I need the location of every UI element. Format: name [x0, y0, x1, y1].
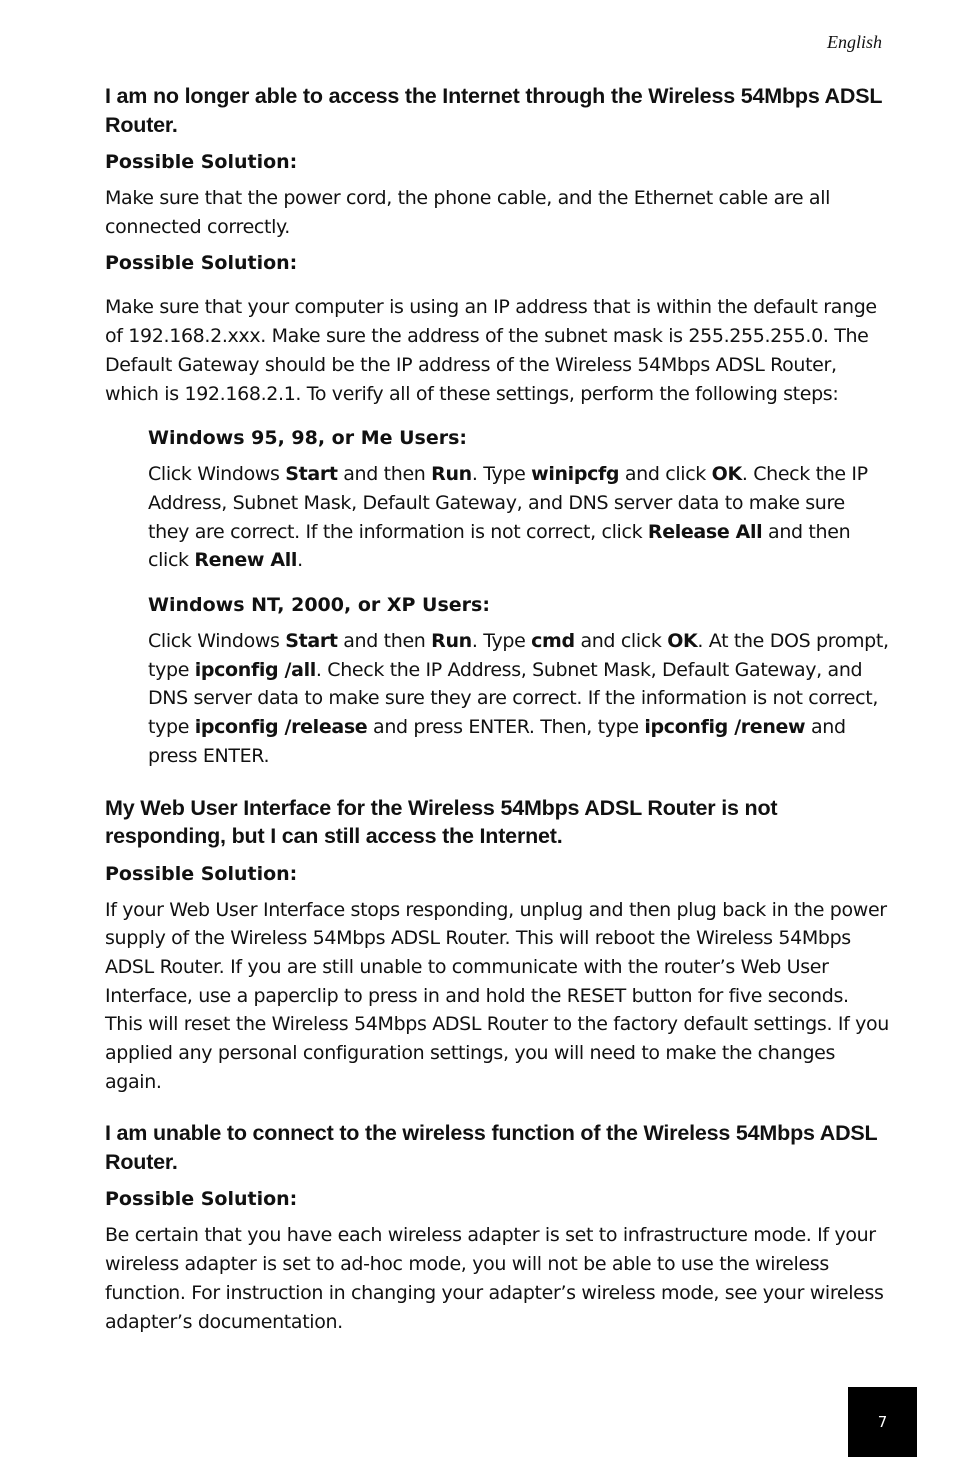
instructions-windows-9x: Click Windows Start and then Run. Type winipcfg and click OK. Check the IP Address, Subnet Mask, Default Gateway, and DNS server data to make sure they are correct. If the information is not correct, click Release All and then click Renew All.: [148, 463, 868, 572]
solution-label: Possible Solution:: [105, 252, 298, 275]
page-number-badge: 7: [848, 1387, 917, 1457]
page-header-language: English: [826, 32, 882, 52]
solution-label: Possible Solution:: [105, 151, 298, 173]
subheading-windows-nt: Windows NT, 2000, or XP Users:: [148, 594, 490, 617]
solution-text-reset: If your Web User Interface stops responding, unplug and then plug back in the power supply of the Wireless 54Mbps ADSL Router. This will reboot the Wireless 54Mbps ADSL Router. If you are still unable to communicate with the router’s Web User Interface, use a paperclip to press in and hold the RESET button for five seconds. This will reset the Wireless 54Mbps ADSL Router to the factory default settings. If you applied any personal configuration settings, you will need to make the changes again.: [105, 898, 889, 1093]
solution-text-wireless-mode: Be certain that you have each wireless adapter is set to infrastructure mode. If your wireless adapter is set to ad-hoc mode, you will not be able to use the wireless function. For instruction in changing your adapter’s wireless mode, see your wireless adapter’s documentation.: [105, 1224, 884, 1333]
solution-text-ip-address: Make sure that your computer is using an IP address that is within the default range of 192.168.2.xxx. Make sure the address of the subnet mask is 255.255.255.0. The Default Gateway should be the IP address of the Wireless 54Mbps ADSL Router, which is 192.168.2.1. To verify all of these settings, perform the following steps:: [105, 296, 877, 405]
instructions-windows-nt: Click Windows Start and then Run. Type cmd and click OK. At the DOS prompt, type ipconfig /all. Check the IP Address, Subnet Mask, Default Gateway, and DNS server data to make sure they are correct. If the information is not correct, type ipconfig /release and press ENTER. Then, type ipconfig /renew and press ENTER.: [148, 630, 889, 767]
solution-text-cables: Make sure that the power cord, the phone cable, and the Ethernet cable are all connected correctly.: [105, 187, 831, 238]
issue-heading-no-internet: I am no longer able to access the Internet through the Wireless 54Mbps ADSL Router.: [105, 84, 882, 137]
issue-heading-wireless: I am unable to connect to the wireless function of the Wireless 54Mbps ADSL Router.: [105, 1121, 878, 1174]
subheading-windows-9x: Windows 95, 98, or Me Users:: [148, 427, 468, 450]
solution-label: Possible Solution:: [105, 1188, 298, 1211]
solution-label: Possible Solution:: [105, 862, 298, 885]
page-content: [105, 82, 890, 1336]
issue-heading-web-ui: My Web User Interface for the Wireless 54Mbps ADSL Router is not responding, but I can still access the Internet.: [105, 795, 778, 849]
